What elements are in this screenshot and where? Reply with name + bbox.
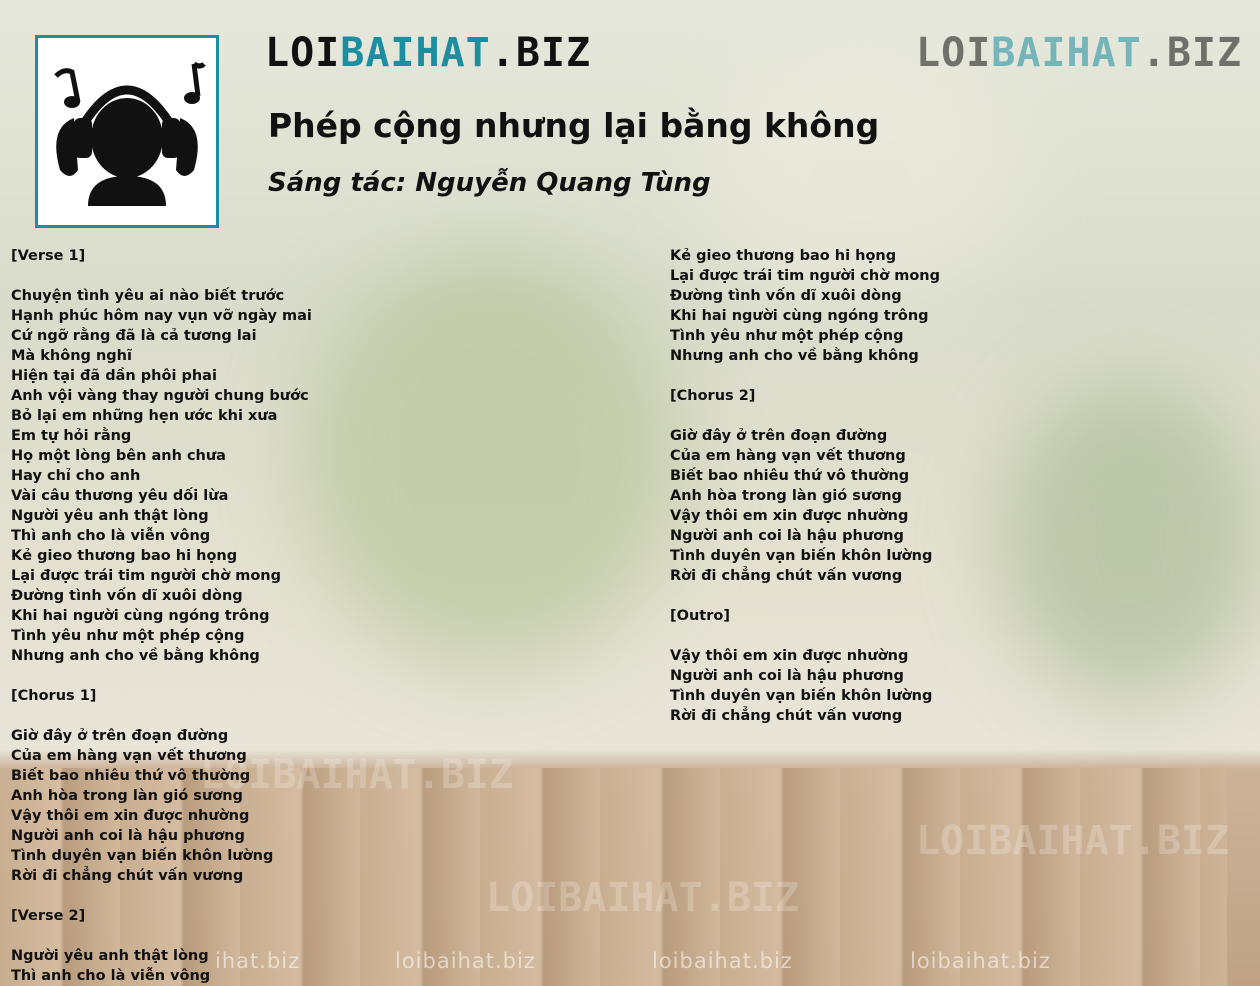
lyric-line: Nhưng anh cho về bằng không [670,348,919,364]
lyric-line: Của em hàng vạn vết thương [670,448,906,464]
watermark-text: loibaihat.biz [395,949,536,973]
background-blob [1000,380,1260,700]
lyric-line: Mà không nghĩ [11,348,132,364]
lyric-line: Anh hòa trong làn gió sương [670,488,902,504]
lyric-line: Lại được trái tim người chờ mong [11,568,281,584]
lyric-line [11,706,312,726]
watermark-text: ihat.biz [215,949,301,973]
lyric-line: Rời đi chẳng chút vấn vương [670,568,903,584]
lyric-line: Người yêu anh thật lòng [11,508,209,524]
lyric-line [670,626,940,646]
watermark-logo: LOIBAIHAT.BIZ [916,818,1230,864]
lyric-line: [Verse 1] [11,248,86,264]
brand-part-2: BAIHAT [340,30,491,76]
brand-part-1: LOI [916,30,992,76]
lyric-line [11,666,312,686]
lyric-line: Cứ ngỡ rằng đã là cả tương lai [11,328,257,344]
brand-part-2: BAIHAT [991,30,1142,76]
lyric-line: Thì anh cho là viễn vông [11,968,211,984]
lyric-line: Vậy thôi em xin được nhường [11,808,250,824]
lyric-line: Nhưng anh cho về bằng không [11,648,260,664]
brand-part-3: .BIZ [1141,30,1243,76]
lyric-line: Tình duyên vạn biến khôn lường [11,848,274,864]
background-blob [300,250,680,670]
lyric-line: Đường tình vốn dĩ xuôi dòng [11,588,243,604]
lyric-line: Bỏ lại em những hẹn ước khi xưa [11,408,278,424]
composer: Sáng tác: Nguyễn Quang Tùng [268,168,711,198]
lyric-line: Giờ đây ở trên đoạn đường [670,428,888,444]
lyric-line: Tình duyên vạn biến khôn lường [670,548,933,564]
lyric-line: Họ một lòng bên anh chưa [11,448,226,464]
watermark-logo: LOIBAIHAT.BIZ [200,752,514,798]
lyric-line: Anh hòa trong làn gió sương [11,788,243,804]
lyric-line [670,366,940,386]
site-logo[interactable] [35,35,219,228]
watermark-text: loibaihat.biz [652,949,793,973]
lyric-line [11,926,312,946]
lyric-line: Biết bao nhiêu thứ vô thường [670,468,910,484]
lyric-line: Hạnh phúc hôm nay vụn vỡ ngày mai [11,308,312,324]
lyric-line [670,406,940,426]
lyric-line: Hay chỉ cho anh [11,468,141,484]
lyric-line [11,266,312,286]
lyric-line: [Chorus 2] [670,388,756,404]
brand-logo-text[interactable] [265,30,591,76]
lyric-line: Đường tình vốn dĩ xuôi dòng [670,288,902,304]
lyric-line: Em tự hỏi rằng [11,428,132,444]
lyrics-column-right [670,246,940,726]
lyric-line: Rời đi chẳng chút vấn vương [11,868,244,884]
watermark-logo: LOIBAIHAT.BIZ [486,875,800,921]
lyric-line: Người anh coi là hậu phương [11,828,245,844]
lyric-line: Người anh coi là hậu phương [670,528,904,544]
brand-part-1: LOI [265,30,341,76]
lyric-line: Tình yêu như một phép cộng [11,628,245,644]
lyric-line: Chuyện tình yêu ai nào biết trước [11,288,285,304]
lyric-line: Vậy thôi em xin được nhường [670,648,909,664]
lyric-line: [Outro] [670,608,730,624]
lyric-line: Kẻ gieo thương bao hi họng [670,248,897,264]
lyric-line: Tình yêu như một phép cộng [670,328,904,344]
lyric-line: Rời đi chẳng chút vấn vương [670,708,903,724]
lyric-line: Biết bao nhiêu thứ vô thường [11,768,251,784]
lyric-line: Vài câu thương yêu dối lừa [11,488,229,504]
lyric-line: Thì anh cho là viễn vông [11,528,211,544]
lyric-line: Giờ đây ở trên đoạn đường [11,728,229,744]
lyric-line: Khi hai người cùng ngóng trông [670,308,929,324]
lyric-line: Của em hàng vạn vết thương [11,748,247,764]
lyric-line: Vậy thôi em xin được nhường [670,508,909,524]
lyric-line: [Verse 2] [11,908,86,924]
lyric-line: Anh vội vàng thay người chung bước [11,388,309,404]
song-title: Phép cộng nhưng lại bằng không [268,106,880,145]
lyric-line [670,586,940,606]
lyric-line: Lại được trái tim người chờ mong [670,268,940,284]
lyric-line: Hiện tại đã dần phôi phai [11,368,217,384]
brand-part-3: .BIZ [490,30,592,76]
lyric-line [11,886,312,906]
lyric-line: Khi hai người cùng ngóng trông [11,608,270,624]
watermark-text: loibaihat.biz [910,949,1051,973]
headphones-person-icon [38,38,216,225]
brand-watermark-top-right [916,30,1242,76]
lyrics-column-left [11,246,312,986]
lyric-line: Người anh coi là hậu phương [670,668,904,684]
lyric-line: Người yêu anh thật lòng [11,948,209,964]
lyric-line: Kẻ gieo thương bao hi họng [11,548,238,564]
lyric-line: [Chorus 1] [11,688,97,704]
lyric-line: Tình duyên vạn biến khôn lường [670,688,933,704]
